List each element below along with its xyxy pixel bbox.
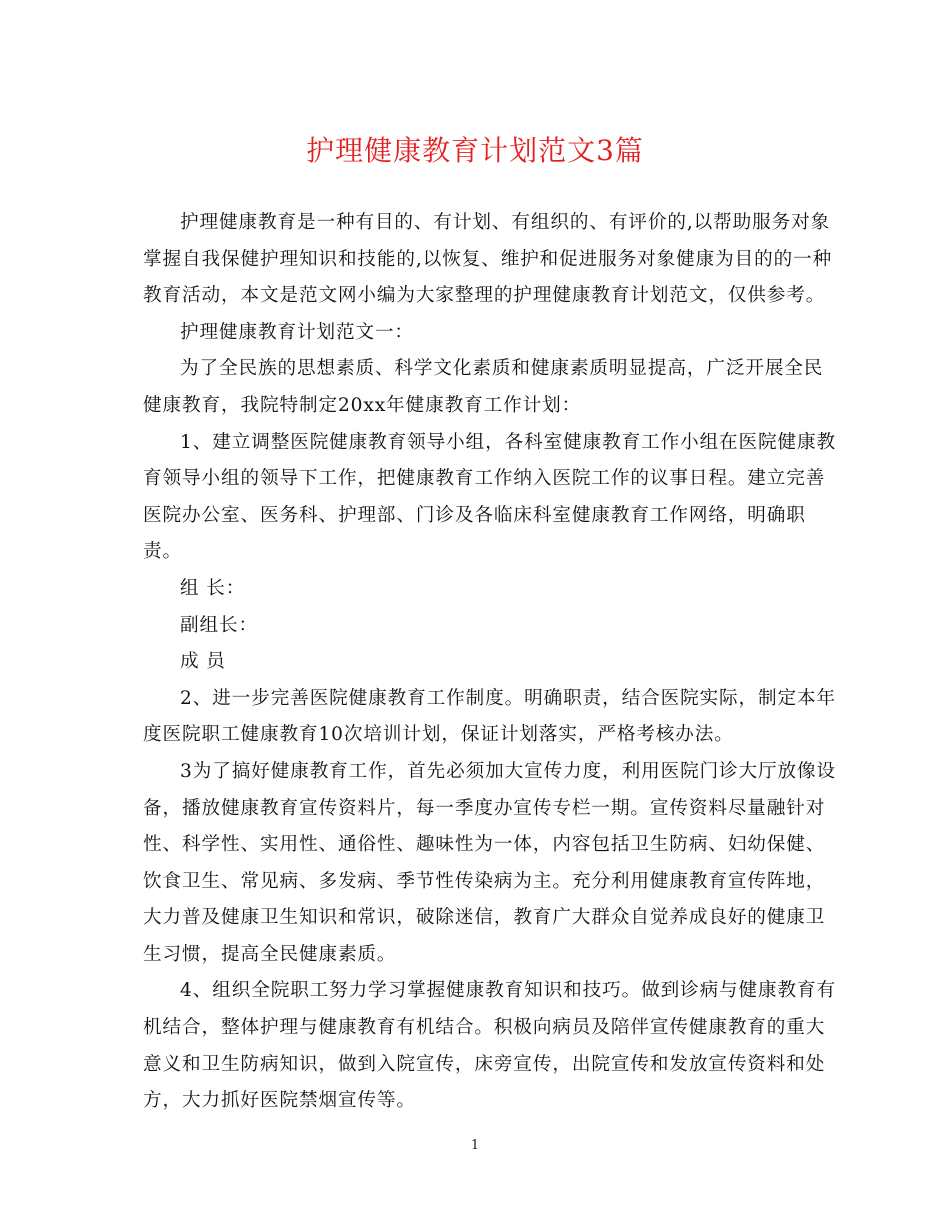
document-title: 护理健康教育计划范文3篇 <box>306 134 644 167</box>
paragraph-line: 医院办公室、医务科、护理部、门诊及各临床科室健康教育工作网络，明确职 <box>143 504 806 526</box>
paragraph-line: 教育活动，本文是范文网小编为大家整理的护理健康教育计划范文，仅供参考。 <box>143 285 826 307</box>
paragraph-line: 掌握自我保健护理知识和技能的,以恢复、维护和促进服务对象健康为目的的一种 <box>143 248 833 270</box>
paragraph-line: 责。 <box>143 541 182 563</box>
paragraph-line: 方，大力抓好医院禁烟宣传等。 <box>143 1090 416 1112</box>
role-label: 成 员 <box>180 651 226 673</box>
paragraph-line: 饮食卫生、常见病、多发病、季节性传染病为主。充分利用健康教育宣传阵地， <box>143 870 826 892</box>
page-number: 1 <box>470 1138 480 1153</box>
paragraph-line: 2、进一步完善医院健康教育工作制度。明确职责，结合医院实际，制定本年 <box>180 687 837 709</box>
paragraph-line: 意义和卫生防病知识，做到入院宣传，床旁宣传，出院宣传和发放宣传资料和处 <box>143 1053 826 1075</box>
paragraph-line: 大力普及健康卫生知识和常识，破除迷信，教育广大群众自觉养成良好的健康卫 <box>143 907 826 929</box>
section-heading: 护理健康教育计划范文一： <box>180 321 414 343</box>
paragraph-line: 1、建立调整医院健康教育领导小组，各科室健康教育工作小组在医院健康教 <box>180 431 837 453</box>
paragraph-line: 备，播放健康教育宣传资料片，每一季度办宣传专栏一期。宣传资料尽量融针对 <box>143 797 826 819</box>
document-body <box>143 205 837 1120</box>
paragraph-line: 4、组织全院职工努力学习掌握健康教育知识和技巧。做到诊病与健康教育有 <box>180 980 837 1002</box>
paragraph-line: 性、科学性、实用性、通俗性、趣味性为一体，内容包括卫生防病、妇幼保健、 <box>143 834 826 856</box>
paragraph-line: 度医院职工健康教育10次培训计划，保证计划落实，严格考核办法。 <box>143 724 734 746</box>
paragraph-line: 为了全民族的思想素质、科学文化素质和健康素质明显提高，广泛开展全民 <box>180 358 824 380</box>
paragraph-line: 健康教育，我院特制定20xx年健康教育工作计划： <box>143 394 582 416</box>
paragraph-line: 育领导小组的领导下工作，把健康教育工作纳入医院工作的议事日程。建立完善 <box>143 468 826 490</box>
paragraph-line: 护理健康教育是一种有目的、有计划、有组织的、有评价的,以帮助服务对象 <box>180 212 831 233</box>
paragraph-line: 机结合，整体护理与健康教育有机结合。积极向病员及陪伴宣传健康教育的重大 <box>143 1017 826 1039</box>
role-label: 副组长： <box>180 614 258 636</box>
role-label: 组 长： <box>180 577 246 599</box>
paragraph-line: 3为了搞好健康教育工作，首先必须加大宣传力度，利用医院门诊大厅放像设 <box>180 760 837 782</box>
paragraph-line: 生习惯，提高全民健康素质。 <box>143 943 397 965</box>
